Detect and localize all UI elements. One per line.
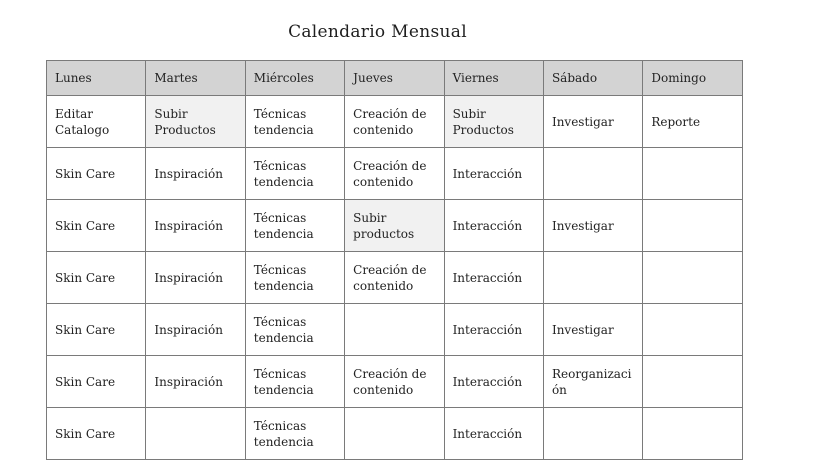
table-cell: Skin Care	[47, 304, 146, 356]
table-cell: Creación de contenido	[345, 96, 444, 148]
table-cell: Técnicas tendencia	[245, 148, 344, 200]
table-cell	[643, 356, 742, 408]
table-cell	[543, 148, 642, 200]
table-cell: Inspiración	[146, 356, 245, 408]
table-cell: Técnicas tendencia	[245, 304, 344, 356]
table-cell: Skin Care	[47, 148, 146, 200]
table-cell: Interacción	[444, 356, 543, 408]
table-cell	[643, 304, 742, 356]
table-cell: Skin Care	[47, 252, 146, 304]
table-cell: Creación de contenido	[345, 148, 444, 200]
table-cell: Investigar	[543, 96, 642, 148]
header-row	[47, 61, 743, 96]
table-row	[47, 200, 743, 252]
table-cell: Interacción	[444, 304, 543, 356]
header-jueves: Jueves	[345, 61, 444, 96]
table-row	[47, 148, 743, 200]
table-cell: Interacción	[444, 148, 543, 200]
table-cell: Reorganización	[543, 356, 642, 408]
calendar-table	[46, 60, 743, 460]
table-cell	[345, 408, 444, 460]
header-martes: Martes	[146, 61, 245, 96]
header-miercoles: Miércoles	[245, 61, 344, 96]
table-cell	[345, 304, 444, 356]
table-row	[47, 304, 743, 356]
table-cell	[643, 200, 742, 252]
table-cell: Técnicas tendencia	[245, 356, 344, 408]
header-lunes: Lunes	[47, 61, 146, 96]
table-cell: Skin Care	[47, 200, 146, 252]
table-cell: Inspiración	[146, 200, 245, 252]
table-cell: Técnicas tendencia	[245, 200, 344, 252]
table-cell: Técnicas tendencia	[245, 252, 344, 304]
table-row	[47, 252, 743, 304]
table-cell: Interacción	[444, 408, 543, 460]
table-cell	[543, 408, 642, 460]
table-cell: Subir productos	[345, 200, 444, 252]
table-cell: Subir Productos	[146, 96, 245, 148]
table-cell: Creación de contenido	[345, 356, 444, 408]
table-cell	[643, 252, 742, 304]
table-cell: Técnicas tendencia	[245, 408, 344, 460]
table-cell	[643, 148, 742, 200]
table-cell: Inspiración	[146, 252, 245, 304]
table-cell: Skin Care	[47, 408, 146, 460]
table-cell: Editar Catalogo	[47, 96, 146, 148]
table-cell: Interacción	[444, 200, 543, 252]
table-cell: Investigar	[543, 200, 642, 252]
table-cell	[643, 408, 742, 460]
table-cell: Subir Productos	[444, 96, 543, 148]
table-row	[47, 356, 743, 408]
table-cell: Inspiración	[146, 304, 245, 356]
table-cell: Creación de contenido	[345, 252, 444, 304]
table-cell: Técnicas tendencia	[245, 96, 344, 148]
page-title: Calendario Mensual	[288, 22, 467, 42]
table-cell	[146, 408, 245, 460]
table-cell: Investigar	[543, 304, 642, 356]
table-cell: Interacción	[444, 252, 543, 304]
table-cell	[543, 252, 642, 304]
table-cell: Reporte	[643, 96, 742, 148]
header-viernes: Viernes	[444, 61, 543, 96]
table-row	[47, 408, 743, 460]
header-domingo: Domingo	[643, 61, 742, 96]
table-cell: Skin Care	[47, 356, 146, 408]
header-sabado: Sábado	[543, 61, 642, 96]
table-cell: Inspiración	[146, 148, 245, 200]
table-row	[47, 96, 743, 148]
